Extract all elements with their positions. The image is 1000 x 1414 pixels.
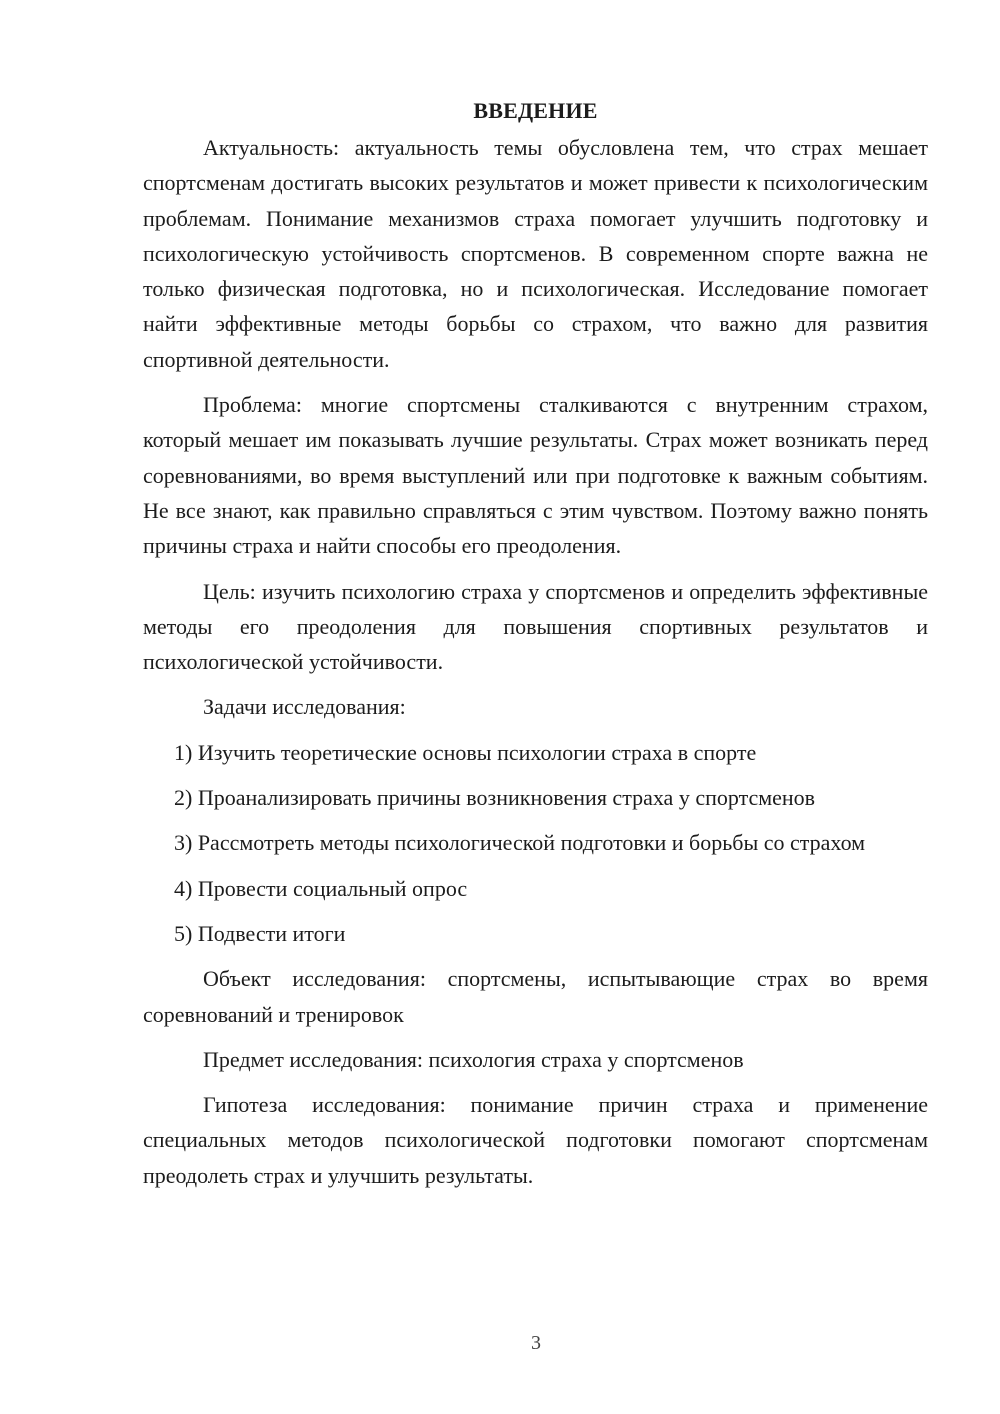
section-title: ВВЕДЕНИЕ: [473, 98, 598, 123]
tasks-heading: Задачи исследования:: [203, 694, 406, 720]
task-item-1: 1) Изучить теоретические основы психологии страха в спорте: [174, 739, 757, 765]
paragraph-subject: Предмет исследования: психология страха у спортсменов: [203, 1046, 744, 1072]
page-number: 3: [531, 1332, 541, 1354]
task-item-5: 5) Подвести итоги: [174, 920, 346, 946]
task-item-2: 2) Проанализировать причины возникновения страха у спортсменов: [174, 785, 816, 811]
task-item-4: 4) Провести социальный опрос: [174, 875, 468, 901]
paragraph-goal: Цель: изучить психологию страха у спортсменов и определить эффективные методы его преодоления для повышения спортивных результатов и психологической устойчивости.: [143, 578, 928, 675]
task-item-3: 3) Рассмотреть методы психологической подготовки и борьбы со страхом: [174, 830, 866, 856]
page-content: [143, 93, 928, 1203]
paragraph-object: Объект исследования: спортсмены, испытывающие страх во время соревнований и тренировок: [143, 966, 928, 1027]
paragraph-hypothesis: Гипотеза исследования: понимание причин страха и применение специальных методов психологической подготовки помогают спортсменам преодолеть страх и улучшить результаты.: [143, 1092, 928, 1188]
paragraph-problem: Проблема: многие спортсмены сталкиваются с внутренним страхом, который мешает им показывать лучшие результаты. Страх может возникать перед соревнованиями, во время выступлений или при подготовке к важным событиям. Не все знают, как правильно справляться с этим чувством. Поэтому важно понять причины страха и найти способы его преодоления.: [143, 392, 928, 559]
paragraph-relevance: Актуальность: актуальность темы обусловлена тем, что страх мешает спортсменам достигать высоких результатов и может привести к психологическим проблемам. Понимание механизмов страха помогает улучшить подготовку и психологическую устойчивость спортсменов. В современном спорте важна не только физическая подготовка, но и психологическая. Исследование помогает найти эффективные методы борьбы со страхом, что важно для развития спортивной деятельности.: [143, 135, 928, 372]
